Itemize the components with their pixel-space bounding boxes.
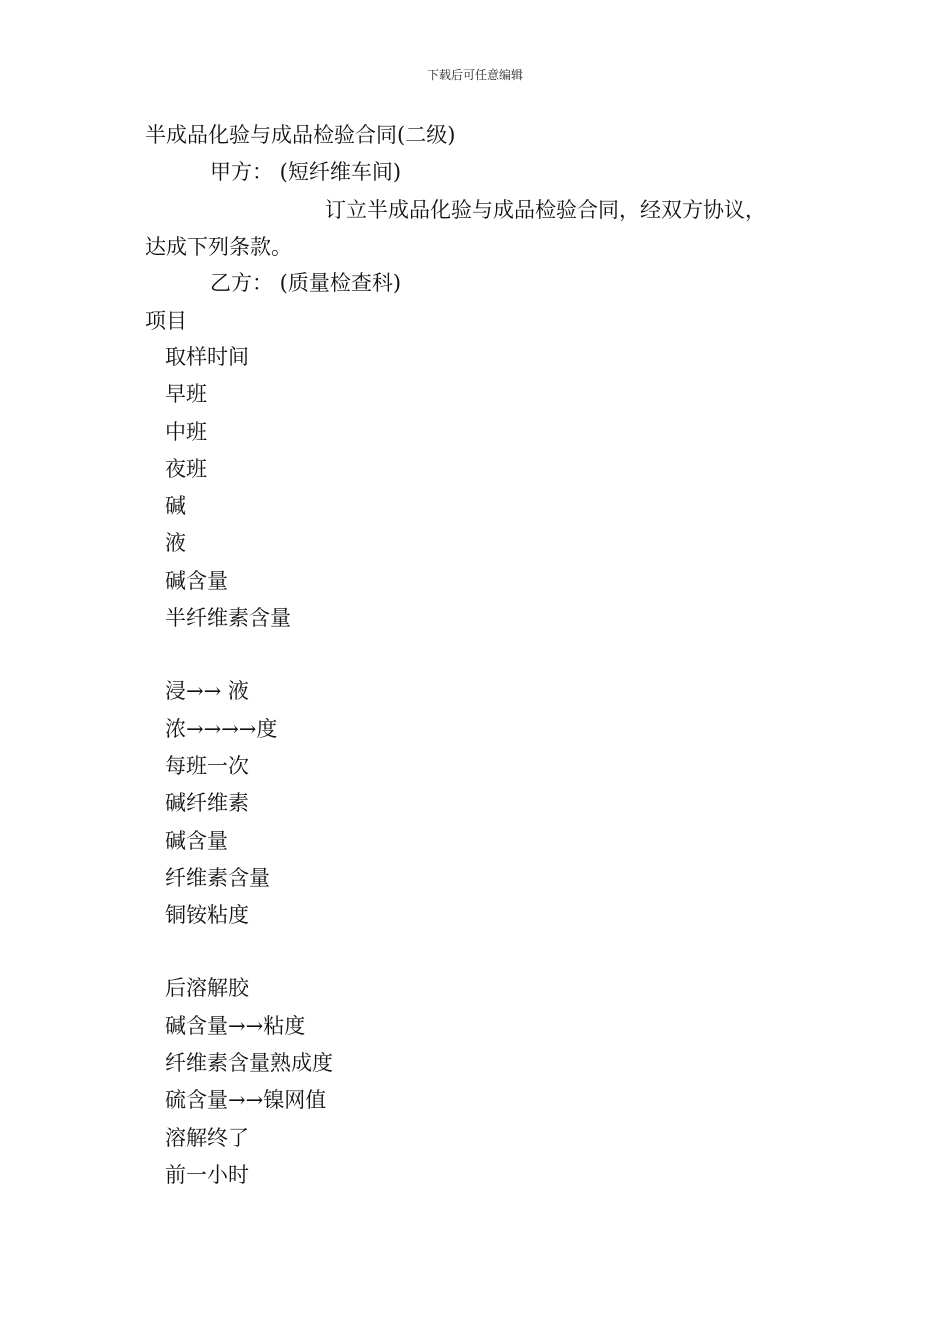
list-item: 纤维素含量 xyxy=(165,865,270,890)
list-item: 每班一次 xyxy=(165,753,249,778)
list-item: 前一小时 xyxy=(165,1162,249,1187)
list-item: 纤维素含量熟成度 xyxy=(165,1051,333,1076)
header-note: 下载后可任意编辑 xyxy=(426,68,523,82)
intro-line-1: 订立半成品化验与成品检验合同，经双方协议， xyxy=(325,198,766,222)
list-item: 碱纤维素 xyxy=(165,791,249,816)
list-item: 碱含量 xyxy=(165,568,228,593)
list-item: 硫含量→→镍网值 xyxy=(165,1088,327,1113)
list-item: 半纤维素含量 xyxy=(165,606,291,631)
list-item: 溶解终了 xyxy=(165,1125,249,1150)
section-label: 项目 xyxy=(145,309,187,333)
list-spacer xyxy=(165,939,333,975)
document-title: 半成品化验与成品检验合同(二级) xyxy=(145,123,456,147)
list-item: 液 xyxy=(165,531,186,556)
list-item: 铜铵粘度 xyxy=(165,903,249,928)
list-item: 碱含量→→粘度 xyxy=(165,1013,306,1038)
intro-line-2: 达成下列条款。 xyxy=(145,235,292,259)
party-a: 甲方： (短纤维车间) xyxy=(210,160,402,184)
list-spacer xyxy=(165,642,333,678)
list-item: 浓→→→→度 xyxy=(165,716,278,741)
item-list xyxy=(165,344,333,1199)
list-item: 后溶解胶 xyxy=(165,976,249,1001)
list-item: 夜班 xyxy=(165,456,207,481)
list-item: 取样时间 xyxy=(165,345,249,369)
list-item: 浸→→ 液 xyxy=(165,679,249,704)
list-item: 早班 xyxy=(165,382,207,407)
list-item: 碱 xyxy=(165,494,186,519)
list-item: 中班 xyxy=(165,419,207,444)
party-b: 乙方： (质量检查科) xyxy=(210,271,402,295)
list-item: 碱含量 xyxy=(165,828,228,853)
